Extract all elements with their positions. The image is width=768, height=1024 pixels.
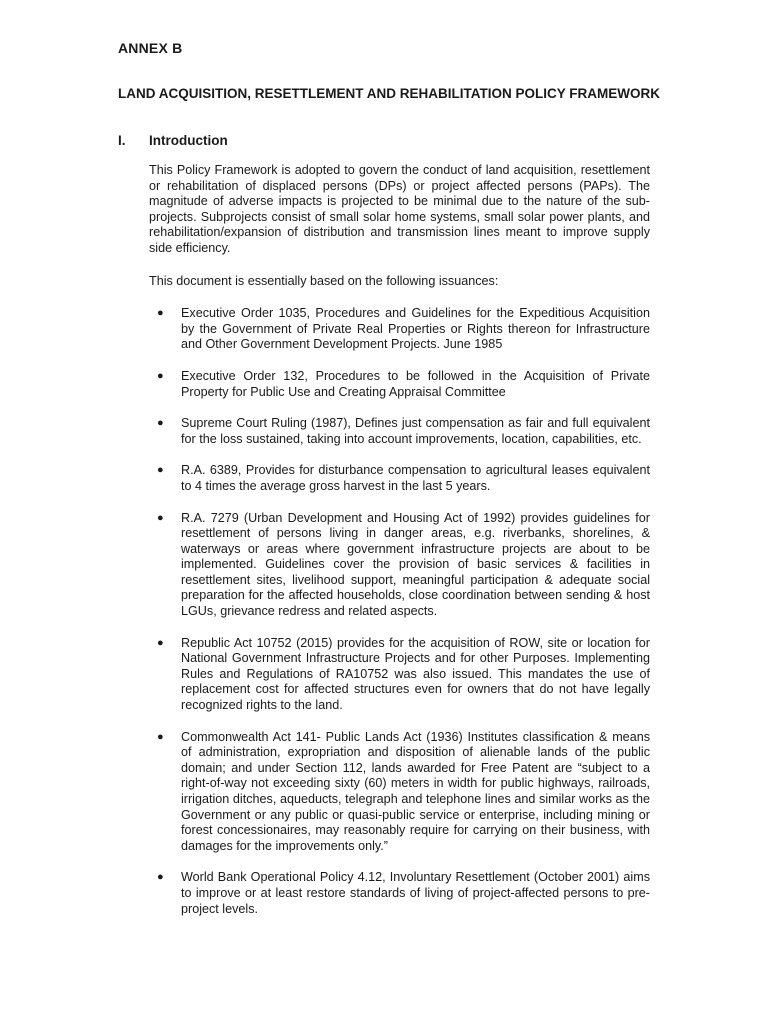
bullet-icon: ●	[157, 636, 164, 649]
issuances-lead: This document is essentially based on the following issuances:	[149, 273, 499, 288]
list-item-text: R.A. 7279 (Urban Development and Housing Act of 1992) provides guidelines for resettlement of persons living in danger areas, e.g. riverbanks, shorelines, & waterways or areas where government infrastructure projects are about to be implemented. Guidelines cover the provision of basic services & facilities in resettlement sites, livelihood support, meaningful participation & adequate social preparation for the affected households, close coordination between sending & host LGUs, grievance redress and related aspects.	[181, 510, 650, 619]
list-item-text: R.A. 6389, Provides for disturbance compensation to agricultural leases equivalent to 4 times the average gross harvest in the last 5 years.	[181, 463, 650, 493]
list-item	[149, 870, 650, 917]
bullet-icon: ●	[157, 871, 164, 884]
list-item	[149, 306, 650, 353]
section-number: I.	[118, 133, 126, 148]
list-item	[149, 511, 650, 620]
section-body	[149, 163, 650, 933]
list-item	[149, 730, 650, 855]
bullet-icon: ●	[157, 730, 164, 743]
list-item-text: Executive Order 1035, Procedures and Guidelines for the Expeditious Acquisition by the Government of Private Real Properties or Rights thereon for Infrastructure and Other Government Development Projects. June 1985	[181, 306, 650, 352]
bullet-icon: ●	[157, 417, 164, 430]
list-item	[149, 416, 650, 447]
section-heading	[118, 133, 228, 148]
intro-paragraph: This Policy Framework is adopted to govern the conduct of land acquisition, resettlement or rehabilitation of displaced persons (DPs) or project affected persons (PAPs). The magnitude of adverse impacts is projected to be minimal due to the nature of the sub-projects. Subprojects consist of small solar home systems, small solar power plants, and rehabilitation/expansion of distribution and transmission lines meant to improve supply side efficiency.	[149, 163, 650, 255]
list-item-text: Commonwealth Act 141- Public Lands Act (1936) Institutes classification & means of administration, expropriation and disposition of alienable lands of the public domain; and under Section 112, lands awarded for Free Patent are “subject to a right-of-way not exceeding sixty (60) meters in width for public highways, railroads, irrigation ditches, aqueducts, telegraph and telephone lines and similar works as the Government or any public or quasi-public service or enterprise, including mining or forest concessionaires, may reasonably require for carrying on their business, with damages for the improvements only.”	[181, 729, 650, 853]
bullet-icon: ●	[157, 464, 164, 477]
list-item-text: World Bank Operational Policy 4.12, Involuntary Resettlement (October 2001) aims to improve or at least restore standards of living of project-affected persons to pre-project levels.	[181, 870, 650, 916]
bullet-icon: ●	[157, 511, 164, 524]
bullet-icon: ●	[157, 369, 164, 382]
list-item	[149, 463, 650, 494]
list-item	[149, 369, 650, 400]
list-item-text: Executive Order 132, Procedures to be followed in the Acquisition of Private Property for Public Use and Creating Appraisal Committee	[181, 368, 650, 399]
issuances-list	[149, 306, 650, 917]
list-item-text: Supreme Court Ruling (1987), Defines just compensation as fair and full equivalent for the loss sustained, taking into account improvements, location, capabilities, etc.	[181, 416, 650, 446]
list-item-text: Republic Act 10752 (2015) provides for the acquisition of ROW, site or location for National Government Infrastructure Projects and for other Purposes. Implementing Rules and Regulations of RA10752 was also issued. This mandates the use of replacement cost for affected structures even for owners that do not have legally recognized rights to the land.	[181, 635, 650, 713]
list-item	[149, 636, 650, 714]
section-title: Introduction	[149, 133, 228, 148]
document-title: LAND ACQUISITION, RESETTLEMENT AND REHABILITATION POLICY FRAMEWORK	[118, 86, 660, 101]
bullet-icon: ●	[157, 307, 164, 320]
annex-label: ANNEX B	[118, 40, 183, 56]
